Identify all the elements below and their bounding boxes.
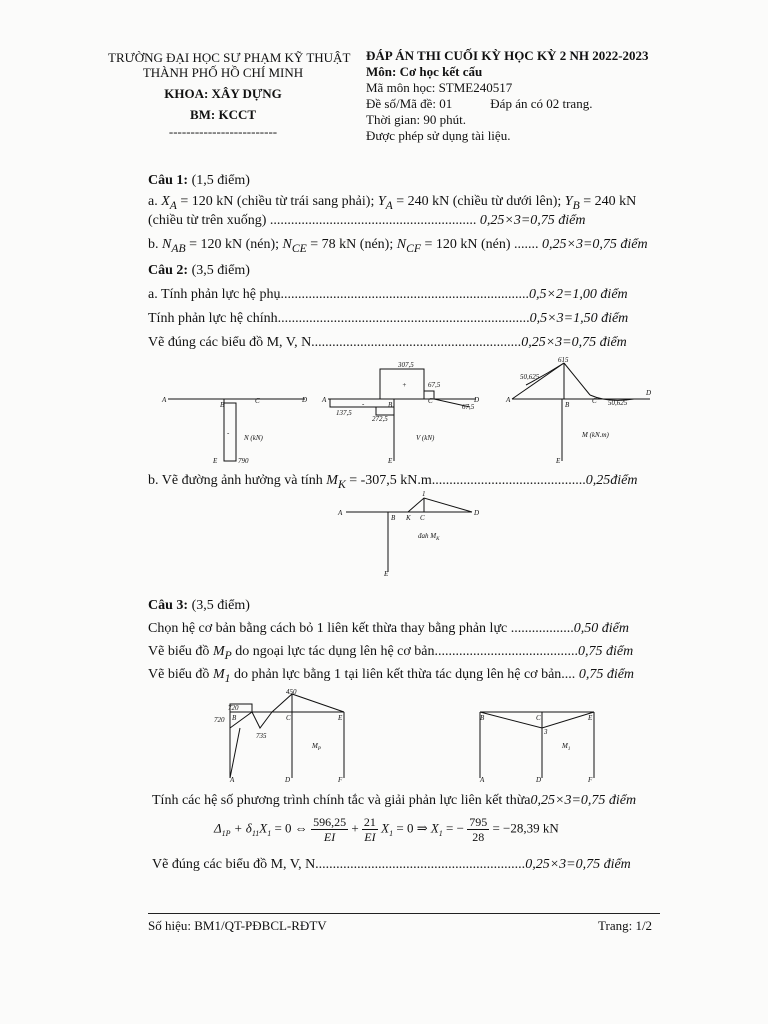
q2-line2-score: 0,5×3=1,50 điểm bbox=[529, 311, 629, 326]
q1-a-line2-text: (chiều từ trên xuống) ........................................................... bbox=[148, 213, 477, 228]
q2-line3 bbox=[148, 334, 627, 352]
n-label-d: D bbox=[302, 396, 308, 404]
sym-nab-sub: AB bbox=[171, 241, 186, 255]
v-label-e: E bbox=[388, 457, 393, 465]
pages-note: Đáp án có 02 trang. bbox=[490, 96, 593, 111]
eq-x: X bbox=[259, 820, 268, 836]
mp-frame bbox=[230, 694, 344, 778]
header-right bbox=[366, 48, 649, 144]
m1-label-d: D bbox=[536, 776, 542, 784]
q1-heading bbox=[148, 172, 250, 190]
eq-then: = 0 ⇒ bbox=[393, 820, 431, 836]
eq-frac3-num: 795 bbox=[469, 815, 488, 829]
il-triangle bbox=[408, 498, 472, 512]
eq-frac2-den: EI bbox=[364, 830, 376, 844]
q3-line1-text: Chọn hệ cơ bản bằng cách bỏ 1 liên kết thừa thay bằng phản lực .................. bbox=[148, 621, 574, 636]
q3-line1 bbox=[148, 620, 629, 638]
q2-title: Câu 2: bbox=[148, 263, 189, 278]
mp-peak bbox=[272, 694, 344, 712]
il-label-sub: K bbox=[436, 537, 440, 542]
n-label-e: E bbox=[213, 457, 218, 465]
eq-frac2-num: 21 bbox=[363, 815, 376, 829]
eq-x2-sub: 1 bbox=[389, 829, 394, 839]
q2-line1 bbox=[148, 286, 628, 304]
il-diagram-label bbox=[418, 532, 440, 542]
q3-line2-score: 0,75 điểm bbox=[578, 644, 634, 659]
department: BM: KCCT bbox=[189, 107, 257, 122]
v-label-a: A bbox=[322, 396, 327, 404]
eq-frac2 bbox=[362, 815, 378, 844]
q2-line4-sub: K bbox=[337, 477, 346, 491]
sym-ya: Y bbox=[377, 194, 386, 209]
q3-line5 bbox=[152, 856, 631, 874]
q2-line3-text: Vẽ đúng các biểu đồ M, V, N............................................................ bbox=[148, 335, 522, 350]
q1-a-line2 bbox=[148, 212, 586, 230]
mp-value-720-left: 720 bbox=[214, 716, 225, 724]
eq-x2: X bbox=[381, 820, 390, 836]
m-right-slope bbox=[564, 363, 590, 395]
mp-label-a: A bbox=[230, 776, 235, 784]
eq-zero: = 0 ⇔ bbox=[271, 820, 312, 836]
eq-frac3 bbox=[467, 815, 489, 844]
eq-x-sub: 1 bbox=[267, 829, 272, 839]
q2-line3-score: 0,25×3=0,75 điểm bbox=[521, 335, 627, 350]
mp-value-720-top: 720 bbox=[228, 704, 239, 712]
n-label-b: B bbox=[220, 401, 225, 409]
footer-rule bbox=[148, 913, 660, 914]
m1-label-b: B bbox=[480, 714, 485, 722]
q2-line1-score: 0,5×2=1,00 điểm bbox=[529, 287, 628, 302]
q2-line4-score: 0,25điểm bbox=[585, 473, 638, 488]
eq-frac1-num: 596,25 bbox=[313, 815, 347, 829]
il-label-text: đah M bbox=[418, 532, 437, 540]
q3-points: (3,5 điểm) bbox=[191, 598, 250, 613]
q1-b-prefix: b. bbox=[148, 237, 159, 252]
m1-label-sub: 1 bbox=[567, 747, 571, 752]
q3-line3-pre: Vẽ biểu đồ bbox=[148, 667, 213, 682]
q3-line3-sub: 1 bbox=[224, 671, 231, 685]
sym-nce: N bbox=[282, 237, 292, 252]
q3-line2-sub: P bbox=[224, 648, 232, 662]
q1-b-text1: = 120 kN (nén); bbox=[185, 237, 283, 252]
materials-note: Được phép sử dụng tài liệu. bbox=[366, 128, 511, 143]
il-value-1: 1 bbox=[422, 490, 426, 498]
m-label-b: B bbox=[565, 401, 570, 409]
sym-nab: N bbox=[162, 237, 172, 252]
m1-value-3: 3 bbox=[544, 728, 548, 736]
m1-label-a: A bbox=[480, 776, 485, 784]
subject: Môn: Cơ học kết cấu bbox=[366, 64, 483, 79]
mp-label-d: D bbox=[285, 776, 291, 784]
q3-line3-post: do phản lực bằng 1 tại liên kết thừa tác dụng lên hệ cơ bản.... bbox=[230, 667, 576, 682]
subject-code: Mã môn học: STME240517 bbox=[366, 80, 513, 95]
n-label-a: A bbox=[162, 396, 167, 404]
n-fill-rect bbox=[224, 403, 236, 461]
q2-line4-sym: M bbox=[326, 473, 338, 488]
eq-frac1 bbox=[311, 815, 348, 844]
m-label-d: D bbox=[646, 389, 652, 397]
v-value-307: 307,5 bbox=[398, 361, 414, 369]
m1-label-e: E bbox=[588, 714, 593, 722]
q3-line4-score: 0,25×3=0,75 điểm bbox=[530, 793, 637, 808]
eq-delta-sub: 1P bbox=[221, 829, 231, 839]
header-separator: ------------------------- bbox=[168, 124, 278, 139]
n-diagram-label: N (kN) bbox=[244, 434, 263, 442]
v-label-b: B bbox=[388, 401, 393, 409]
v-label-d: D bbox=[474, 396, 480, 404]
q2-line4-post: = -307,5 kN.m............................................ bbox=[345, 473, 586, 488]
q1-b-score: 0,25×3=0,75 điểm bbox=[542, 237, 648, 252]
eq-frac3-den: 28 bbox=[472, 830, 485, 844]
v-diagram-label: V (kN) bbox=[416, 434, 435, 442]
n-label-c: C bbox=[255, 397, 260, 405]
il-label-c: C bbox=[420, 514, 425, 522]
eq-plus: + bbox=[348, 820, 362, 836]
q3-line2 bbox=[148, 643, 633, 665]
sym-xa: X bbox=[161, 194, 170, 209]
q3-title: Câu 3: bbox=[148, 598, 189, 613]
eq-frac1-den: EI bbox=[323, 830, 336, 844]
footer-page-number: Trang: 1/2 bbox=[598, 918, 653, 933]
mp-label-c: C bbox=[286, 714, 291, 722]
mp-dip bbox=[252, 712, 272, 728]
m-value-50-right: 50,625 bbox=[608, 399, 628, 407]
q1-points: (1,5 điểm) bbox=[191, 173, 250, 188]
school-name-line2: THÀNH PHỐ HỒ CHÍ MINH bbox=[142, 65, 304, 80]
influence-line-diagram bbox=[330, 490, 490, 580]
m1-label-f: F bbox=[588, 776, 593, 784]
m-value-615: 615 bbox=[558, 356, 569, 364]
exam-code-row bbox=[366, 96, 649, 112]
q3-line4-text: Tính các hệ số phương trình chính tắc và giải phản lực liên kết thừa bbox=[152, 793, 531, 808]
sym-ya-sub: A bbox=[385, 198, 393, 212]
school-name-line1: TRƯỜNG ĐẠI HỌC SƯ PHẠM KỸ THUẬT bbox=[108, 50, 351, 65]
eq-result: = −28,39 kN bbox=[489, 820, 559, 836]
q2-line4-pre: b. Vẽ đường ảnh hưởng và tính bbox=[148, 473, 327, 488]
q1-b-text3: = 120 kN (nén) ....... bbox=[420, 237, 539, 252]
mp-line3 bbox=[230, 728, 240, 778]
q2-heading bbox=[148, 262, 250, 280]
m-label-a: A bbox=[506, 396, 511, 404]
q2-diagrams bbox=[150, 355, 670, 467]
m1-label-text: M bbox=[562, 742, 568, 750]
v-minus-sign: - bbox=[362, 400, 365, 408]
eq-delta11: + δ bbox=[230, 820, 252, 836]
q3-line1-score: 0,50 điểm bbox=[573, 621, 629, 636]
n-minus-sign: - bbox=[227, 429, 230, 437]
sym-yb: Y bbox=[564, 194, 573, 209]
v-plus-sign: + bbox=[402, 381, 407, 389]
eq-delta: Δ bbox=[214, 820, 222, 836]
il-label-b: B bbox=[391, 514, 396, 522]
mp-value-735: 735 bbox=[256, 732, 267, 740]
mp-label-sub: P bbox=[317, 747, 321, 752]
m-label-c: C bbox=[592, 397, 597, 405]
sym-nce-sub: CE bbox=[291, 241, 307, 255]
q3-heading bbox=[148, 597, 250, 615]
q1-a-prefix: a. bbox=[148, 194, 158, 209]
q2-line2-text: Tính phản lực hệ chính........................................................................ bbox=[148, 311, 530, 326]
eq-x3: X bbox=[430, 820, 439, 836]
eq-x3-sub: 1 bbox=[438, 829, 443, 839]
il-label-e: E bbox=[384, 570, 389, 578]
q3-line2-post: do ngoại lực tác dụng lên hệ cơ bản......................................... bbox=[231, 644, 578, 659]
q3-line3-score: 0,75 điểm bbox=[578, 667, 635, 682]
eq-minus: = − bbox=[442, 820, 468, 836]
exam-title: ĐÁP ÁN THI CUỐI KỲ HỌC KỲ 2 NH 2022-2023 bbox=[366, 48, 649, 63]
footer-doc-code: Số hiệu: BM1/QT-PĐBCL-RĐTV bbox=[148, 918, 327, 933]
q2-points: (3,5 điểm) bbox=[191, 263, 250, 278]
mp-value-450: 450 bbox=[286, 688, 297, 696]
q3-line5-score: 0,25×3=0,75 điểm bbox=[525, 857, 631, 872]
q1-b-text2: = 78 kN (nén); bbox=[306, 237, 397, 252]
il-label-k: K bbox=[406, 514, 411, 522]
mp-label-b: B bbox=[232, 714, 237, 722]
mp-label-text: M bbox=[312, 742, 318, 750]
q3-line3-sym: M bbox=[212, 667, 225, 682]
q3-line4 bbox=[152, 792, 636, 810]
q1-a-text1: = 120 kN (chiều từ trái sang phải); bbox=[176, 194, 378, 209]
eq-delta11-sub: 11 bbox=[251, 829, 260, 839]
exam-code: Đề số/Mã đề: 01 bbox=[366, 96, 453, 111]
v-value-67-bottom: 67,5 bbox=[462, 403, 475, 411]
faculty: KHOA: XÂY DỰNG bbox=[164, 86, 282, 101]
sym-ncf: N bbox=[396, 237, 407, 252]
q3-line2-pre: Vẽ biểu đồ bbox=[148, 644, 213, 659]
q1-a-text3: = 240 kN bbox=[579, 194, 637, 209]
m1-label-c: C bbox=[536, 714, 541, 722]
q1-a-text2: = 240 kN (chiều từ dưới lên); bbox=[392, 194, 565, 209]
canonical-equation bbox=[214, 815, 559, 844]
m1-diagram-label bbox=[561, 742, 570, 752]
q1-title: Câu 1: bbox=[148, 173, 189, 188]
v-value-67-top: 67,5 bbox=[428, 381, 441, 389]
mp-diagram-label bbox=[311, 742, 321, 752]
v-label-c: C bbox=[428, 397, 433, 405]
sym-ncf-sub: CF bbox=[406, 241, 421, 255]
mp-label-e: E bbox=[338, 714, 343, 722]
exam-time: Thời gian: 90 phút. bbox=[366, 112, 467, 127]
m-label-e: E bbox=[556, 457, 561, 465]
m-value-50-left: 50,625 bbox=[520, 373, 540, 381]
q3-line5-text: Vẽ đúng các biểu đồ M, V, N............................................................ bbox=[152, 857, 526, 872]
q2-line1-text: a. Tính phản lực hệ phụ....................................................................... bbox=[148, 287, 530, 302]
sym-yb-sub: B bbox=[572, 198, 580, 212]
q3-line3 bbox=[148, 666, 634, 688]
q1-a-score: 0,25×3=0,75 điểm bbox=[479, 213, 586, 228]
q2-line2 bbox=[148, 310, 628, 328]
q3-line2-sym: M bbox=[212, 644, 225, 659]
il-label-d: D bbox=[474, 509, 480, 517]
n-diagram bbox=[168, 399, 305, 461]
il-label-a: A bbox=[338, 509, 343, 517]
q1-b-line bbox=[148, 236, 648, 258]
q3-diagrams bbox=[200, 688, 620, 784]
n-value-790: 790 bbox=[238, 457, 249, 465]
sym-xa-sub: A bbox=[169, 198, 177, 212]
mp-label-f: F bbox=[338, 776, 343, 784]
m-diagram-label: M (kN.m) bbox=[582, 431, 609, 439]
header-left bbox=[108, 50, 351, 139]
v-value-272: 272,5 bbox=[372, 415, 388, 423]
v-value-137: 137,5 bbox=[336, 409, 352, 417]
